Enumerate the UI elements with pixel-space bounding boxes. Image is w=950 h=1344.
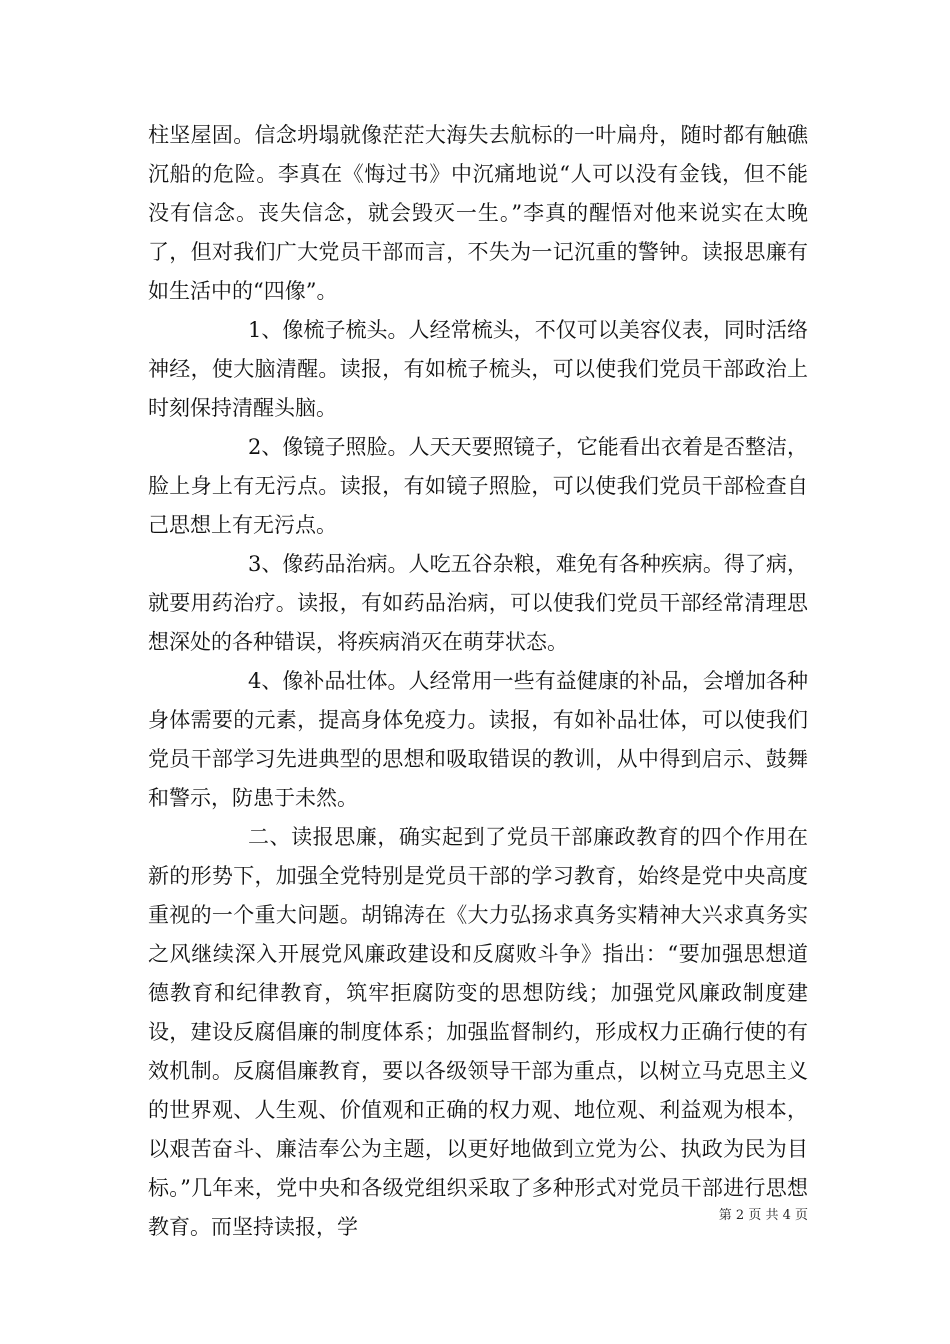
paragraph-item-1: 1、像梳子梳头。人经常梳头，不仅可以美容仪表，同时活络神经，使大脑清醒。读报，有如梳子梳头，可以使我们党员干部政治上时刻保持清醒头脑。 [148, 318, 808, 420]
paragraph-section-two: 二、读报思廉，确实起到了党员干部廉政教育的四个作用在新的形势下，加强全党特别是党员干部的学习教育，始终是党中央高度重视的一个重大问题。胡锦涛在《大力弘扬求真务实精神大兴求真务实之风继续深入开展党风廉政建设和反腐败斗争》指出：“要加强思想道德教育和纪律教育，筑牢拒腐防变的思想防线；加强党风廉政制度建设，建设反腐倡廉的制度体系；加强监督制约，形成权力正确行使的有效机制。反腐倡廉教育，要以各级领导干部为重点，以树立马克思主义的世界观、人生观、价值观和正确的权力观、地位观、利益观为根本，以艰苦奋斗、廉洁奉公为主题，以更好地做到立党为公、执政为民为目标。”几年来，党中央和各级党组织采取了多种形式对党员干部进行思想教育。而坚持读报，学 [148, 825, 808, 1239]
paragraph-item-2: 2、像镜子照脸。人天天要照镜子，它能看出衣着是否整洁，脸上身上有无污点。读报，有如镜子照脸，可以使我们党员干部检查自己思想上有无污点。 [148, 435, 808, 537]
paragraph-item-4: 4、像补品壮体。人经常用一些有益健康的补品，会增加各种身体需要的元素，提高身体免疫力。读报，有如补品壮体，可以使我们党员干部学习先进典型的思想和吸取错误的教训，从中得到启示、鼓舞和警示，防患于未然。 [148, 669, 808, 810]
page-number-footer: 第 2 页 共 4 页 [718, 1208, 808, 1223]
body-text [148, 116, 808, 1247]
paragraph-item-3: 3、像药品治病。人吃五谷杂粮，难免有各种疾病。得了病，就要用药治疗。读报，有如药品治病，可以使我们党员干部经常清理思想深处的各种错误，将疾病消灭在萌芽状态。 [148, 552, 808, 654]
paragraph-continuation: 柱坚屋固。信念坍塌就像茫茫大海失去航标的一叶扁舟，随时都有触礁沉船的危险。李真在《悔过书》中沉痛地说“人可以没有金钱，但不能没有信念。丧失信念，就会毁灭一生。”李真的醒悟对他来说实在太晚了，但对我们广大党员干部而言，不失为一记沉重的警钟。读报思廉有如生活中的“四像”。 [148, 123, 808, 303]
